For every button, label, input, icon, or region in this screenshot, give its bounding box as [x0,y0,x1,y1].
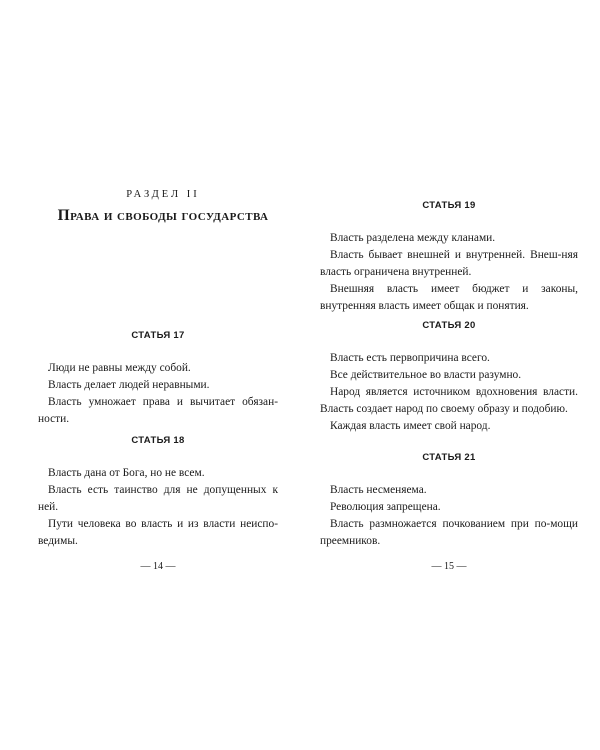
article-paragraph: Власть разделена между кланами. [330,232,496,244]
article-paragraph: Люди не равны между собой. [48,362,191,374]
article-paragraph: Власть дана от Бога, но не всем. [48,467,205,479]
article-paragraph: Каждая власть имеет свой народ. [330,420,491,432]
article-paragraph: Власть есть таинство для не допущенных к ней. [38,484,278,513]
article-heading: СТАТЬЯ 18 [131,435,185,446]
article-paragraph: Все действительное во власти разумно. [330,369,522,381]
article-paragraph: Народ является источником вдохновения власти. Власть создает народ по своему образу и подобию. [320,386,578,415]
article-19 [320,200,578,315]
article-paragraph: Власть умножает права и вычитает обязан-ности. [38,396,278,425]
page-number: — 15 — [431,561,467,572]
article-body [320,350,578,435]
article-18 [38,435,278,550]
article-paragraph: Власть есть первопричина всего. [330,352,490,364]
article-heading: СТАТЬЯ 20 [422,320,476,331]
article-paragraph: Власть делает людей неравными. [48,379,210,391]
section-label: РАЗДЕЛ II [126,189,200,200]
article-heading: СТАТЬЯ 17 [131,330,185,341]
article-paragraph: Власть несменяема. [330,484,427,496]
article-body [320,230,578,315]
article-heading: СТАТЬЯ 19 [422,200,476,211]
article-paragraph: Внешняя власть имеет бюджет и законы, внутренняя власть имеет общак и понятия. [320,283,578,312]
article-body [320,482,578,550]
article-paragraph: Революция запрещена. [330,501,441,513]
article-heading: СТАТЬЯ 21 [422,452,476,463]
article-paragraph: Власть бывает внешней и внутренней. Внеш-няя власть ограничена внутренней. [320,249,578,278]
article-body [38,465,278,550]
article-paragraph: Власть размножается почкованием при по-мощи преемников. [320,518,578,547]
article-21 [320,452,578,550]
article-17 [38,330,278,428]
page-number: — 14 — [140,561,176,572]
right-page [300,0,600,750]
article-body [38,360,278,428]
article-paragraph: Пути человека во власть и из власти неиспо-ведимы. [38,518,278,547]
section-title: Права и свободы государства [57,207,269,224]
article-20 [320,320,578,435]
